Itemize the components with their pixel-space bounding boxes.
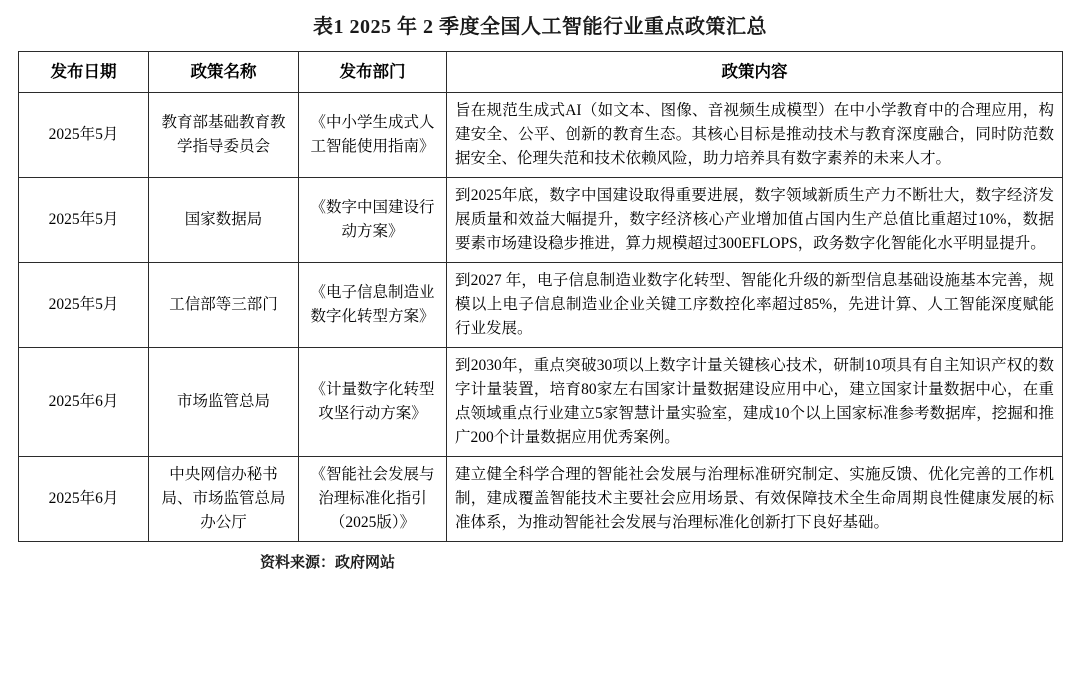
cell-date: 2025年5月 <box>19 92 149 177</box>
table-row <box>19 262 1063 347</box>
cell-department: 市场监管总局 <box>149 347 299 456</box>
table-row <box>19 92 1063 177</box>
cell-policy-name: 《电子信息制造业数字化转型方案》 <box>299 262 447 347</box>
table-row <box>19 347 1063 456</box>
column-header-date: 发布日期 <box>19 52 149 93</box>
table-row <box>19 177 1063 262</box>
cell-content: 到2030年，重点突破30项以上数字计量关键核心技术，研制10项具有自主知识产权的数字计量装置，培育80家左右国家计量数据建设应用中心，建立国家计量数据中心，在重点领域重点行业建立5家智慧计量实验室，建成10个以上国家标准参考数据库，挖掘和推广200个计量数据应用优秀案例。 <box>447 347 1063 456</box>
column-header-content: 政策内容 <box>447 52 1063 93</box>
cell-policy-name: 《智能社会发展与治理标准化指引（2025版）》 <box>299 456 447 541</box>
cell-policy-name: 《中小学生成式人工智能使用指南》 <box>299 92 447 177</box>
cell-date: 2025年6月 <box>19 456 149 541</box>
cell-policy-name: 《计量数字化转型攻坚行动方案》 <box>299 347 447 456</box>
cell-date: 2025年5月 <box>19 262 149 347</box>
cell-content: 到2025年底，数字中国建设取得重要进展，数字领域新质生产力不断壮大，数字经济发展质量和效益大幅提升，数字经济核心产业增加值占国内生产总值比重超过10%，数据要素市场建设稳步推进，算力规模超过300EFLOPS，政务数字化智能化水平明显提升。 <box>447 177 1063 262</box>
column-header-department: 发布部门 <box>299 52 447 93</box>
cell-policy-name: 《数字中国建设行动方案》 <box>299 177 447 262</box>
cell-content: 建立健全科学合理的智能社会发展与治理标准研究制定、实施反馈、优化完善的工作机制，建成覆盖智能技术主要社会应用场景、有效保障技术全生命周期良性健康发展的标准体系，为推动智能社会发展与治理标准化创新打下良好基础。 <box>447 456 1063 541</box>
page-title: 表1 2025 年 2 季度全国人工智能行业重点政策汇总 <box>313 16 767 38</box>
cell-department: 中央网信办秘书局、市场监管总局办公厅 <box>149 456 299 541</box>
source-note: 资料来源：政府网站 <box>260 554 396 571</box>
column-header-policy-name: 政策名称 <box>149 52 299 93</box>
table-header-row <box>19 52 1063 93</box>
cell-content: 到2027 年，电子信息制造业数字化转型、智能化升级的新型信息基础设施基本完善，规模以上电子信息制造业企业关键工序数控化率超过85%，先进计算、人工智能深度赋能行业发展。 <box>447 262 1063 347</box>
cell-date: 2025年5月 <box>19 177 149 262</box>
table-row <box>19 456 1063 541</box>
cell-content: 旨在规范生成式AI（如文本、图像、音视频生成模型）在中小学教育中的合理应用，构建安全、公平、创新的教育生态。其核心目标是推动技术与教育深度融合，同时防范数据安全、伦理失范和技术依赖风险，助力培养具有数字素养的未来人才。 <box>447 92 1063 177</box>
cell-department: 国家数据局 <box>149 177 299 262</box>
cell-department: 教育部基础教育教学指导委员会 <box>149 92 299 177</box>
cell-department: 工信部等三部门 <box>149 262 299 347</box>
cell-date: 2025年6月 <box>19 347 149 456</box>
policy-summary-table <box>18 51 1063 542</box>
